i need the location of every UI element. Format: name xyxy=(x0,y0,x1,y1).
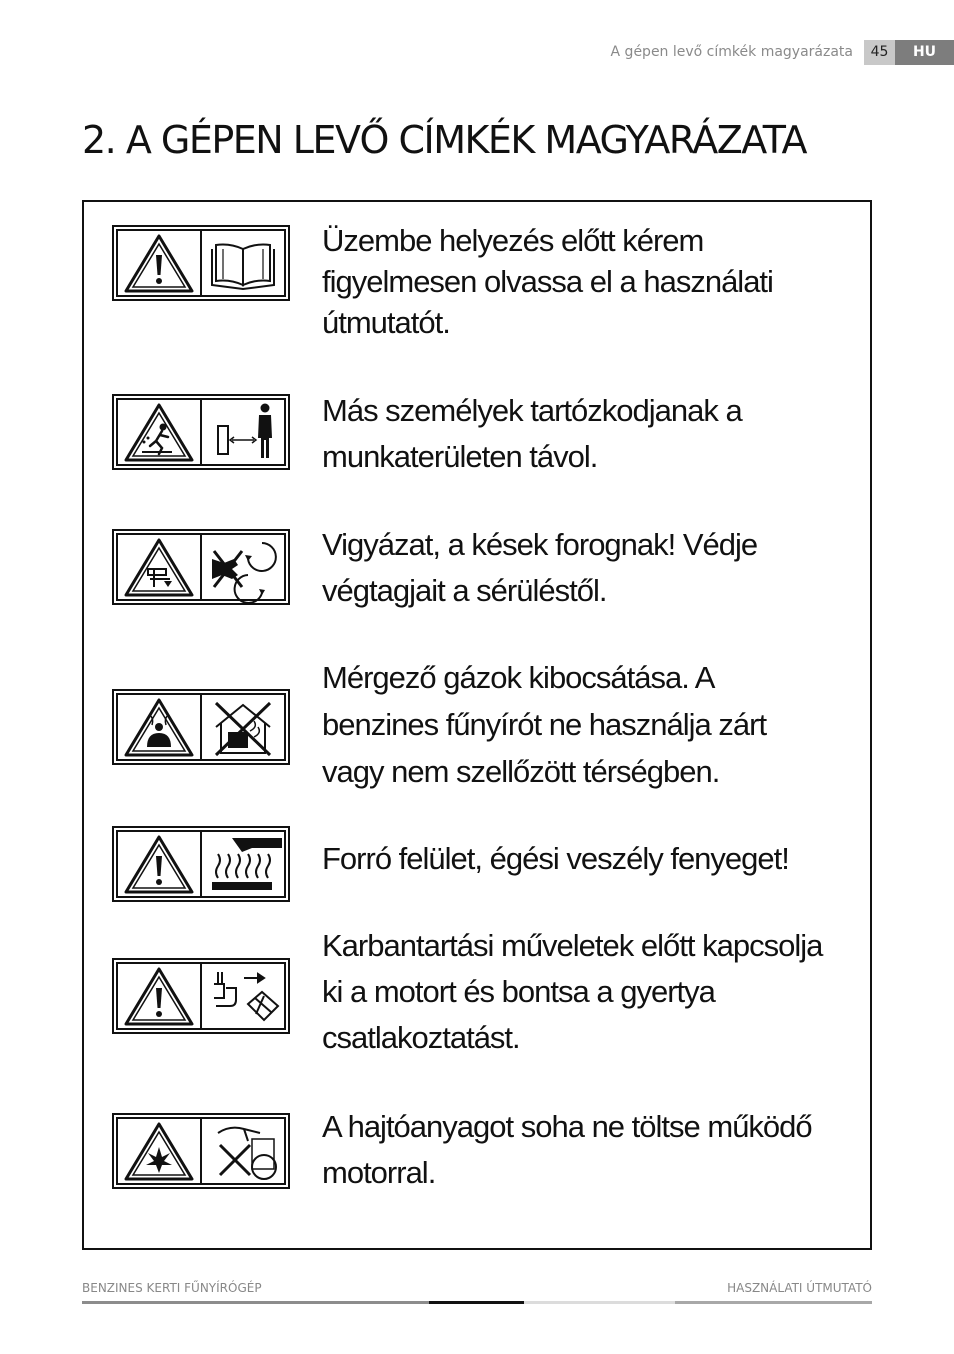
label-description xyxy=(322,836,867,882)
label-description xyxy=(322,388,867,480)
description-line: Karbantartási műveletek előtt kapcsolja xyxy=(322,928,823,963)
description-line: Üzembe helyezés előtt kérem xyxy=(322,223,704,258)
footer-document-type: HASZNÁLATI ÚTMUTATÓ xyxy=(727,1281,872,1295)
description-line: útmutatót. xyxy=(322,305,450,340)
label-description xyxy=(322,522,867,614)
description-line: csatlakoztatást. xyxy=(322,1020,520,1055)
description-line: motorral. xyxy=(322,1155,436,1190)
safety-label-hot-surface xyxy=(112,826,290,902)
label-description xyxy=(322,1104,867,1196)
description-line: végtagjait a sérüléstől. xyxy=(322,573,607,608)
label-description xyxy=(322,220,867,343)
safety-label-read-manual xyxy=(112,225,290,301)
description-line: vagy nem szellőzött térségben. xyxy=(322,754,720,789)
footer-rule xyxy=(675,1301,872,1304)
description-line: munkaterületen távol. xyxy=(322,439,598,474)
header-section-title: A gépen levő címkék magyarázata xyxy=(610,44,853,60)
description-line: Más személyek tartózkodjanak a xyxy=(322,393,742,428)
safety-label-no-refuel xyxy=(112,1113,290,1189)
safety-label-toxic-fumes xyxy=(112,689,290,765)
description-line: Mérgező gázok kibocsátása. A xyxy=(322,660,715,695)
description-line: Forró felület, égési veszély fenyeget! xyxy=(322,841,789,876)
safety-label-keep-away xyxy=(112,394,290,470)
safety-label-maintenance xyxy=(112,958,290,1034)
page-number: 45 xyxy=(864,40,895,65)
safety-label-rotating-blades xyxy=(112,529,290,605)
description-line: benzines fűnyírót ne használja zárt xyxy=(322,707,767,742)
description-line: figyelmesen olvassa el a használati xyxy=(322,264,773,299)
footer-rule xyxy=(429,1301,524,1304)
label-description xyxy=(322,654,867,795)
footer-rule xyxy=(82,1301,429,1304)
page-title: 2. A GÉPEN LEVŐ CÍMKÉK MAGYARÁZATA xyxy=(82,118,807,162)
footer-rule xyxy=(524,1301,675,1304)
description-line: A hajtóanyagot soha ne töltse működő xyxy=(322,1109,812,1144)
description-line: Vigyázat, a kések forognak! Védje xyxy=(322,527,758,562)
description-line: ki a motort és bontsa a gyertya xyxy=(322,974,715,1009)
language-badge: HU xyxy=(895,40,954,65)
footer-product-name: BENZINES KERTI FŰNYÍRÓGÉP xyxy=(82,1281,262,1295)
label-description xyxy=(322,923,867,1061)
